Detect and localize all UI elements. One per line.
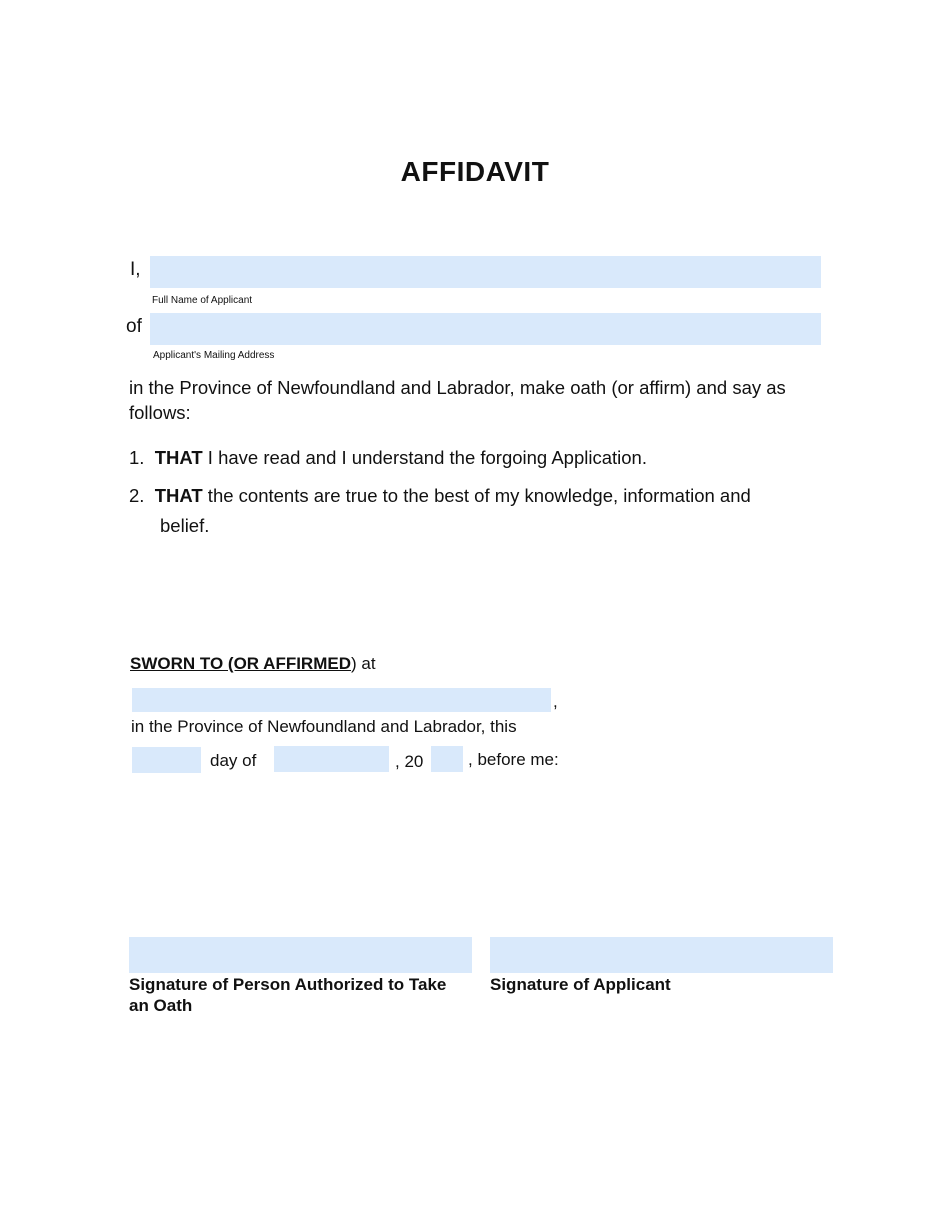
sworn-day-field[interactable] xyxy=(132,747,201,773)
before-me-label: , before me: xyxy=(468,750,559,769)
page-title: AFFIDAVIT xyxy=(400,156,550,187)
sworn-month-field[interactable] xyxy=(274,746,389,772)
oath-intro: in the Province of Newfoundland and Labrador, make oath (or affirm) and say as follows: xyxy=(129,377,786,423)
of-prefix-label: of xyxy=(126,316,142,337)
applicant-signature-label: Signature of Applicant xyxy=(490,975,671,994)
sworn-location-field[interactable] xyxy=(132,688,551,712)
century-label: , 20 xyxy=(395,752,424,771)
full-name-field[interactable] xyxy=(150,256,821,288)
sworn-heading-title: SWORN TO (OR AFFIRMED xyxy=(130,654,351,673)
authorized-person-signature-field[interactable] xyxy=(129,937,472,973)
authorized-person-signature-label xyxy=(129,974,474,1016)
oath-item-2 xyxy=(129,483,751,508)
sworn-province-line: in the Province of Newfoundland and Labrador, this xyxy=(131,717,517,736)
i-prefix-label: I, xyxy=(130,259,141,280)
sworn-year-field[interactable] xyxy=(431,746,463,772)
mailing-address-field[interactable] xyxy=(150,313,821,345)
oath-item-number: 1. xyxy=(129,447,145,468)
oath-item-keyword: THAT xyxy=(154,447,203,468)
oath-item-text: the contents are true to the best of my knowledge, information and xyxy=(202,485,751,506)
oath-item-1 xyxy=(129,445,647,470)
sworn-location-comma: , xyxy=(553,692,558,711)
authorized-label-line2: an Oath xyxy=(129,996,193,1015)
applicant-signature-field[interactable] xyxy=(490,937,833,973)
full-name-caption: Full Name of Applicant xyxy=(152,295,253,306)
day-of-label: day of xyxy=(210,751,257,770)
sworn-heading-suffix: ) at xyxy=(350,654,376,673)
oath-item-2-continuation: belief. xyxy=(160,515,210,536)
oath-item-number: 2. xyxy=(129,485,145,506)
mailing-address-caption: Applicant's Mailing Address xyxy=(153,350,275,361)
oath-item-text: I have read and I understand the forgoing Application. xyxy=(202,447,647,468)
authorized-label-line1: Signature of Person Authorized to Take xyxy=(129,975,447,994)
oath-item-keyword: THAT xyxy=(154,485,203,506)
sworn-heading xyxy=(130,654,376,674)
